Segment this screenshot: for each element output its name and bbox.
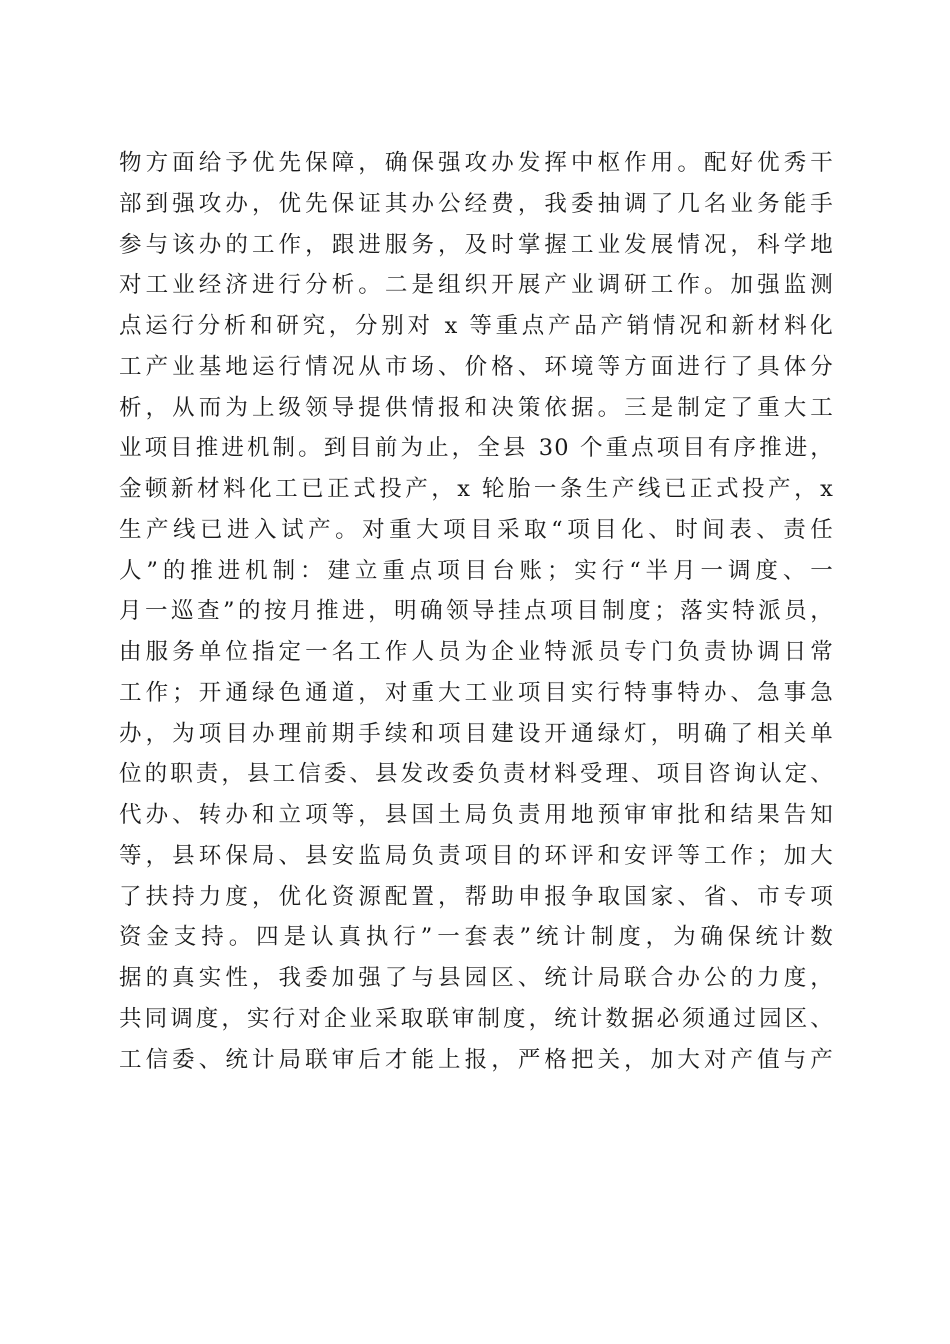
text-line: 生产线已进入试产。对重大项目采取“项目化、时间表、责任 xyxy=(119,516,834,543)
text-line: 月一巡查”的按月推进，明确领导挂点项目制度；落实特派员， xyxy=(119,598,834,625)
text-line: 工信委、统计局联审后才能上报，严格把关，加大对产值与产 xyxy=(119,1046,834,1073)
text-line: 据的真实性，我委加强了与县园区、统计局联合办公的力度， xyxy=(119,965,834,991)
text-line: 析，从而为上级领导提供情报和决策依据。三是制定了重大工 xyxy=(119,394,834,421)
text-line: 参与该办的工作，跟进服务，及时掌握工业发展情况，科学地 xyxy=(119,231,834,258)
text-line: 工产业基地运行情况从市场、价格、环境等方面进行了具体分 xyxy=(119,353,834,380)
text-line: 物方面给予优先保障，确保强攻办发挥中枢作用。配好优秀干 xyxy=(119,150,834,176)
text-line: 业项目推进机制。到目前为止，全县 30 个重点项目有序推进， xyxy=(119,435,834,462)
text-line: 部到强攻办，优先保证其办公经费，我委抽调了几名业务能手 xyxy=(119,190,834,217)
body-text xyxy=(119,143,834,1080)
text-line: 位的职责，县工信委、县发改委负责材料受理、项目咨询认定、 xyxy=(119,761,834,788)
text-line: 金顿新材料化工已正式投产，x 轮胎一条生产线已正式投产，x xyxy=(119,476,834,502)
text-line: 办，为项目办理前期手续和项目建设开通绿灯，明确了相关单 xyxy=(119,720,834,747)
text-line: 资金支持。四是认真执行”一套表”统计制度，为确保统计数 xyxy=(119,924,834,951)
text-line: 点运行分析和研究，分别对 x 等重点产品产销情况和新材料化 xyxy=(119,313,834,339)
text-line: 共同调度，实行对企业采取联审制度，统计数据必须通过园区、 xyxy=(119,1005,834,1032)
text-line: 代办、转办和立项等，县国土局负责用地预审审批和结果告知 xyxy=(119,802,834,828)
text-line: 对工业经济进行分析。二是组织开展产业调研工作。加强监测 xyxy=(119,272,834,299)
text-line: 由服务单位指定一名工作人员为企业特派员专门负责协调日常 xyxy=(119,639,834,665)
text-line: 等，县环保局、县安监局负责项目的环评和安评等工作；加大 xyxy=(119,842,834,869)
text-line: 了扶持力度，优化资源配置，帮助申报争取国家、省、市专项 xyxy=(119,883,834,910)
text-line: 工作；开通绿色通道，对重大工业项目实行特事特办、急事急 xyxy=(119,679,834,706)
text-line: 人”的推进机制：建立重点项目台账；实行“半月一调度、一 xyxy=(119,557,834,584)
